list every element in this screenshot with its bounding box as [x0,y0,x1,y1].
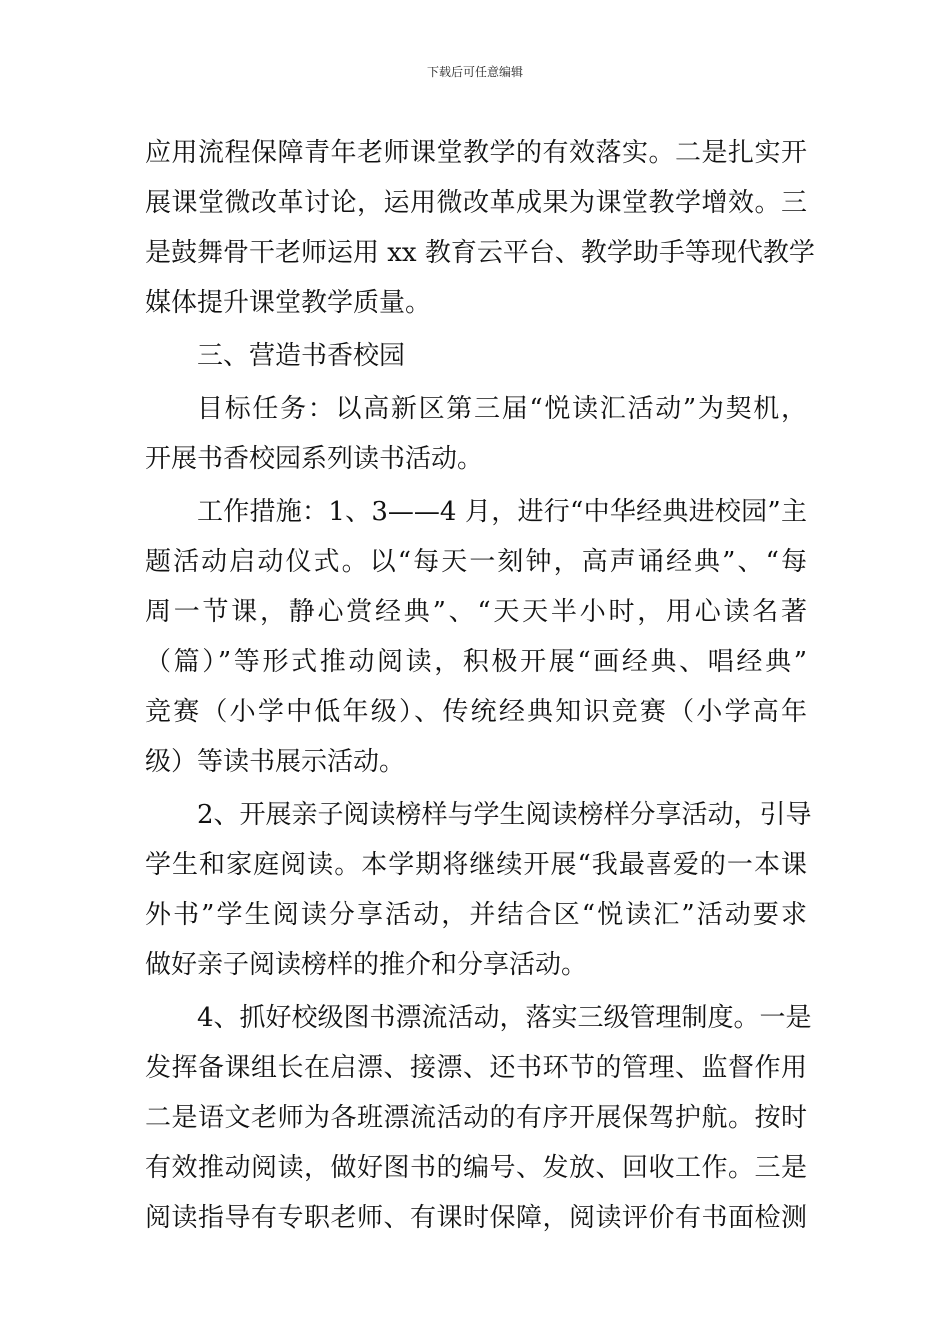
text-line: 周一节课，静心赏经典”、“天天半小时，用心读名著 [145,597,807,627]
text-line: 阅读指导有专职老师、有课时保障，阅读评价有书面检测 [145,1203,807,1233]
text-line: 工作措施：1、3——4 月，进行“中华经典进校园”主 [197,497,807,527]
text-line: 媒体提升课堂教学质量。 [145,288,432,318]
text-line: 做好亲子阅读榜样的推介和分享活动。 [145,950,588,980]
section-heading: 三、营造书香校园 [197,341,406,371]
text-line: 学生和家庭阅读。本学期将继续开展“我最喜爱的一本课 [145,850,807,880]
text-line: 是鼓舞骨干老师运用 xx 教育云平台、教学助手等现代教学 [145,238,815,268]
text-line: 2、开展亲子阅读榜样与学生阅读榜样分享活动，引导 [197,800,812,830]
section-heading-3 [145,331,807,381]
text-line: 开展书香校园系列读书活动。 [145,444,484,474]
text-line: 级）等读书展示活动。 [145,747,406,777]
paragraph-teaching-quality [145,128,815,328]
text-line: 有效推动阅读，做好图书的编号、发放、回收工作。三是 [145,1153,807,1183]
paragraph-measures-4 [145,993,812,1243]
text-line: 二是语文老师为各班漂流活动的有序开展保驾护航。按时 [145,1103,807,1133]
text-line: （篇）”等形式推动阅读，积极开展“画经典、唱经典” [145,647,807,677]
document-body [145,128,815,1243]
page-header: 下载后可任意编辑 [426,65,523,79]
paragraph-goal [145,384,807,484]
text-line: 应用流程保障青年老师课堂教学的有效落实。二是扎实开 [145,138,807,168]
text-line: 4、抓好校级图书漂流活动，落实三级管理制度。一是 [197,1003,812,1033]
text-line: 目标任务：以高新区第三届“悦读汇活动”为契机， [197,394,807,424]
text-line: 发挥备课组长在启漂、接漂、还书环节的管理、监督作用 [145,1053,807,1083]
paragraph-measures-2 [145,790,812,990]
text-line: 竞赛（小学中低年级）、传统经典知识竞赛（小学高年 [145,697,807,727]
text-line: 外书”学生阅读分享活动，并结合区“悦读汇”活动要求 [145,900,807,930]
paragraph-measures-1 [145,487,807,787]
text-line: 题活动启动仪式。以“每天一刻钟，高声诵经典”、“每 [145,547,807,577]
text-line: 展课堂微改革讨论，运用微改革成果为课堂教学增效。三 [145,188,807,218]
